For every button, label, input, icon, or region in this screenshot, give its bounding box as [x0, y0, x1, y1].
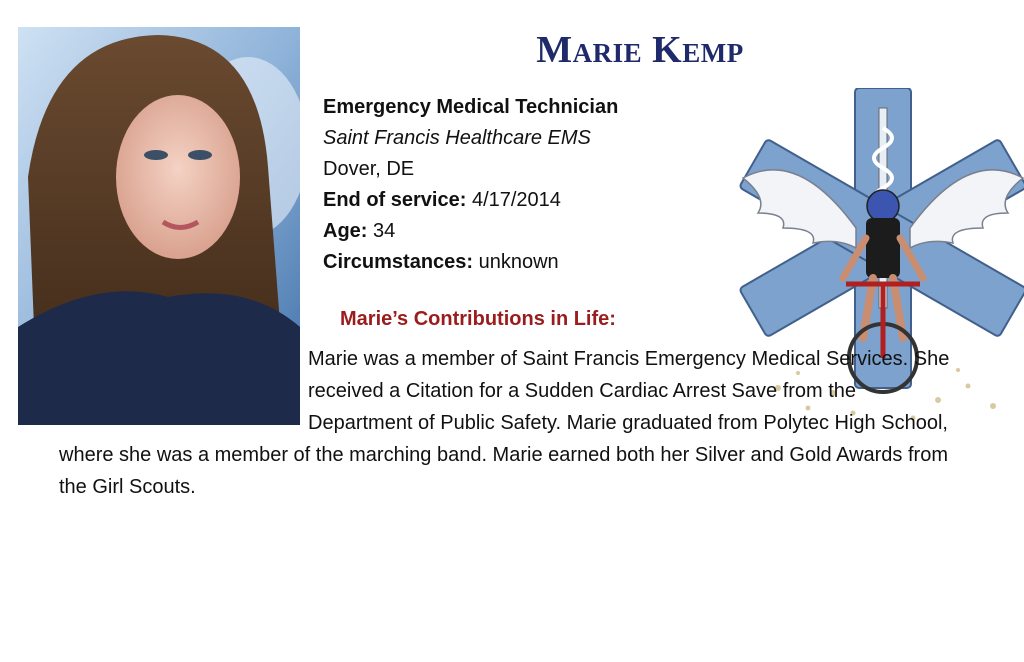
agency: Saint Francis Healthcare EMS	[323, 127, 591, 149]
page-title: Marie Kemp	[536, 29, 744, 71]
end-of-service-label: End of service:	[323, 189, 467, 211]
bio-photo-spacer	[59, 343, 308, 439]
age	[323, 216, 618, 247]
age-value: 34	[373, 220, 396, 242]
circumstances	[323, 247, 618, 278]
end-of-service-value: 4/17/2014	[471, 189, 561, 211]
circumstances-value: unknown	[478, 251, 559, 273]
bio-text: Marie was a member of Saint Francis Emergency Medical Services. She received a Citation for a Sudden Cardiac Arrest Save from the Department of Public Safety. Marie graduated from Polytec High School, where she was a member of the marching band. Marie earned both her Silver and Gold Awards from the Girl Scouts.	[59, 348, 950, 498]
circumstances-label: Circumstances:	[323, 251, 474, 273]
end-of-service	[323, 185, 618, 216]
age-label: Age:	[323, 220, 368, 242]
location: Dover, DE	[323, 158, 415, 180]
info-block	[323, 92, 618, 278]
contributions-heading: Marie’s Contributions in Life:	[340, 308, 616, 330]
role: Emergency Medical Technician	[323, 96, 619, 118]
bio-section	[59, 343, 959, 503]
